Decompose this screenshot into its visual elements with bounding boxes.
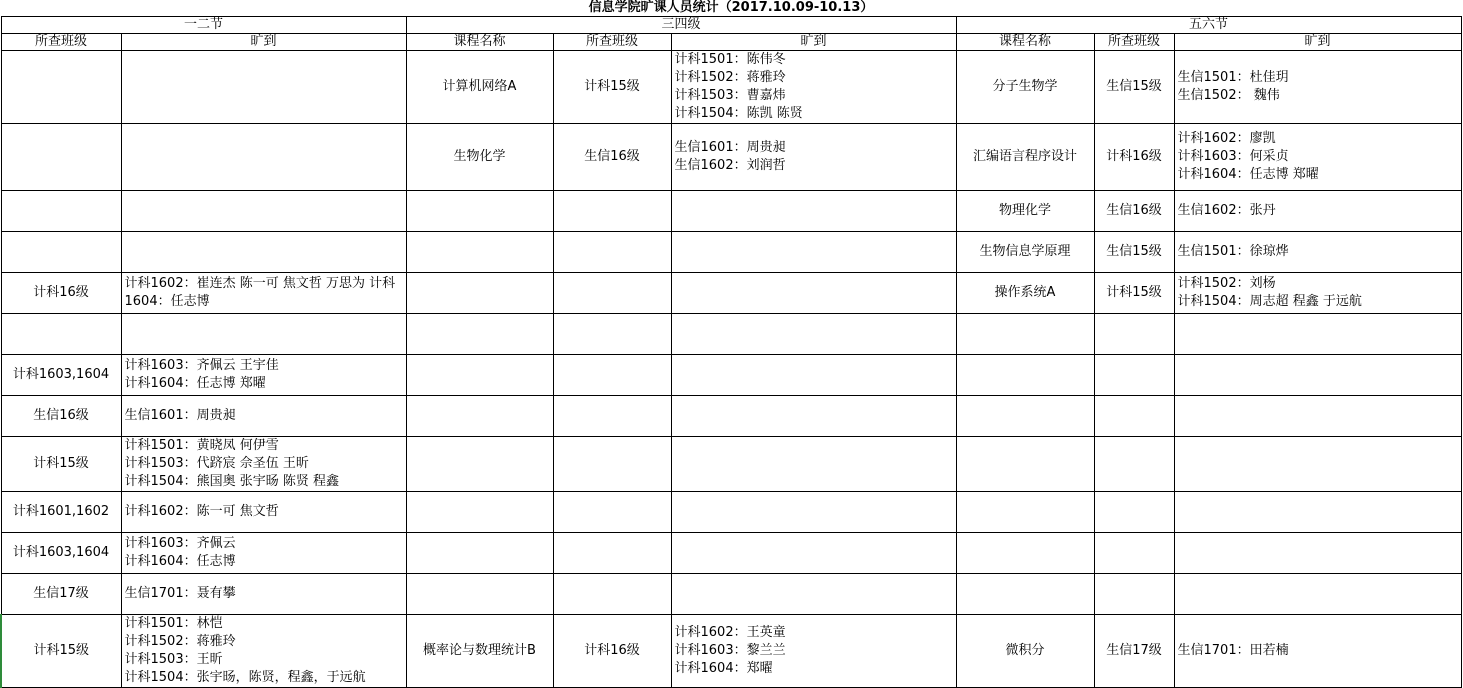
- cell-s12-class[interactable]: [1, 124, 121, 191]
- cell-s12-absent[interactable]: 计科1501：林恺 计科1502：蒋雅玲 计科1503：王昕 计科1504：张宇旸，陈贤，程鑫，于远航: [121, 615, 406, 688]
- cell-s34-class[interactable]: [553, 574, 671, 615]
- cell-s34-class[interactable]: [553, 492, 671, 533]
- cell-s34-course[interactable]: 概率论与数理统计B: [406, 615, 553, 688]
- cell-s12-absent[interactable]: 计科1603：齐佩云 计科1604：任志博: [121, 533, 406, 574]
- cell-s34-absent[interactable]: [671, 314, 956, 355]
- cell-s34-class[interactable]: [553, 191, 671, 232]
- cell-s56-absent[interactable]: 生信1501：徐琼烨: [1174, 232, 1461, 273]
- cell-s34-absent[interactable]: [671, 273, 956, 314]
- cell-s34-course[interactable]: [406, 533, 553, 574]
- cell-s12-class[interactable]: [1, 51, 121, 124]
- col-header-s34-class[interactable]: 所查班级: [553, 34, 671, 51]
- cell-s56-class[interactable]: 生信16级: [1094, 191, 1174, 232]
- cell-s12-class[interactable]: 计科15级: [1, 615, 121, 688]
- cell-s56-absent[interactable]: 生信1501：杜佳玥 生信1502： 魏伟: [1174, 51, 1461, 124]
- cell-s56-absent[interactable]: [1174, 533, 1461, 574]
- cell-s56-absent[interactable]: [1174, 355, 1461, 396]
- cell-s56-absent[interactable]: 计科1602：廖凯 计科1603：何采贞 计科1604：任志博 郑曜: [1174, 124, 1461, 191]
- cell-s56-class[interactable]: 生信17级: [1094, 615, 1174, 688]
- cell-s34-course[interactable]: [406, 191, 553, 232]
- cell-s56-absent[interactable]: [1174, 492, 1461, 533]
- cell-s56-course[interactable]: [956, 574, 1094, 615]
- cell-s12-class[interactable]: [1, 314, 121, 355]
- cell-s56-class[interactable]: [1094, 396, 1174, 437]
- cell-s34-course[interactable]: [406, 314, 553, 355]
- table-row: [1, 355, 1461, 396]
- table-row: [1, 314, 1461, 355]
- cell-s34-course[interactable]: [406, 492, 553, 533]
- cell-s34-course[interactable]: 计算机网络A: [406, 51, 553, 124]
- title-row: [1, 0, 1461, 17]
- cell-s56-class[interactable]: [1094, 492, 1174, 533]
- cell-s34-course[interactable]: [406, 437, 553, 492]
- cell-s12-absent[interactable]: 计科1603：齐佩云 王宇佳 计科1604：任志博 郑曜: [121, 355, 406, 396]
- section-header-row: [1, 17, 1461, 34]
- cell-s12-class[interactable]: 计科16级: [1, 273, 121, 314]
- cell-s12-class[interactable]: 生信17级: [1, 574, 121, 615]
- table-row: [1, 273, 1461, 314]
- col-header-s34-absent[interactable]: 旷到: [671, 34, 956, 51]
- cell-s34-absent[interactable]: 计科1501：陈伟冬 计科1502：蒋雅玲 计科1503：曹嘉炜 计科1504：陈凯 陈贤: [671, 51, 956, 124]
- cell-s56-course[interactable]: [956, 314, 1094, 355]
- cell-s56-absent[interactable]: [1174, 574, 1461, 615]
- cell-s56-class[interactable]: 计科15级: [1094, 273, 1174, 314]
- cell-s12-class[interactable]: 计科1601,1602: [1, 492, 121, 533]
- cell-s56-class[interactable]: 计科16级: [1094, 124, 1174, 191]
- cell-s12-absent[interactable]: 生信1701：聂有攀: [121, 574, 406, 615]
- cell-s56-class[interactable]: 生信15级: [1094, 51, 1174, 124]
- cell-s56-course[interactable]: 分子生物学: [956, 51, 1094, 124]
- cell-s12-absent[interactable]: 计科1602：陈一可 焦文哲: [121, 492, 406, 533]
- cell-s56-class[interactable]: [1094, 355, 1174, 396]
- cell-s12-class[interactable]: [1, 191, 121, 232]
- cell-s12-absent[interactable]: [121, 314, 406, 355]
- col-header-s12-class[interactable]: 所查班级: [1, 34, 121, 51]
- cell-s12-absent[interactable]: [121, 191, 406, 232]
- cell-s12-absent[interactable]: [121, 124, 406, 191]
- cell-s56-absent[interactable]: 计科1502：刘杨 计科1504：周志超 程鑫 于远航: [1174, 273, 1461, 314]
- cell-s12-class[interactable]: 计科1603,1604: [1, 533, 121, 574]
- cell-s34-class[interactable]: 计科16级: [553, 615, 671, 688]
- cell-s34-course[interactable]: [406, 574, 553, 615]
- table-row: [1, 51, 1461, 124]
- cell-s34-absent[interactable]: 生信1601：周贵昶 生信1602：刘润哲: [671, 124, 956, 191]
- cell-s56-course[interactable]: [956, 355, 1094, 396]
- cell-s56-course[interactable]: 生物信息学原理: [956, 232, 1094, 273]
- cell-s56-course[interactable]: 操作系统A: [956, 273, 1094, 314]
- table-row: [1, 533, 1461, 574]
- table-row: [1, 574, 1461, 615]
- cell-s34-class[interactable]: [553, 232, 671, 273]
- cell-s12-class[interactable]: 计科15级: [1, 437, 121, 492]
- cell-s56-class[interactable]: 生信15级: [1094, 232, 1174, 273]
- cell-s34-absent[interactable]: [671, 232, 956, 273]
- cell-s34-class[interactable]: [553, 437, 671, 492]
- cell-s34-class[interactable]: [553, 314, 671, 355]
- cell-s56-course[interactable]: [956, 492, 1094, 533]
- cell-s12-class[interactable]: 计科1603,1604: [1, 355, 121, 396]
- table-row: [1, 124, 1461, 191]
- cell-s34-absent[interactable]: [671, 492, 956, 533]
- cell-s12-class[interactable]: 生信16级: [1, 396, 121, 437]
- col-header-s56-absent[interactable]: 旷到: [1174, 34, 1461, 51]
- section-12[interactable]: 一二节: [1, 17, 406, 34]
- table-row: [1, 396, 1461, 437]
- cell-s56-course[interactable]: [956, 533, 1094, 574]
- col-header-s34-course[interactable]: 课程名称: [406, 34, 553, 51]
- cell-s56-absent[interactable]: [1174, 396, 1461, 437]
- cell-s12-absent[interactable]: [121, 232, 406, 273]
- cell-s34-absent[interactable]: [671, 355, 956, 396]
- col-header-s12-absent[interactable]: 旷到: [121, 34, 406, 51]
- table-row: [1, 191, 1461, 232]
- col-header-s56-course[interactable]: 课程名称: [956, 34, 1094, 51]
- cell-s56-class[interactable]: [1094, 437, 1174, 492]
- cell-s34-absent[interactable]: [671, 574, 956, 615]
- cell-s34-class[interactable]: [553, 355, 671, 396]
- cell-s34-absent[interactable]: [671, 191, 956, 232]
- cell-s34-absent[interactable]: [671, 396, 956, 437]
- cell-s56-class[interactable]: [1094, 314, 1174, 355]
- cell-s56-class[interactable]: [1094, 533, 1174, 574]
- cell-s34-absent[interactable]: [671, 533, 956, 574]
- cell-s56-course[interactable]: [956, 396, 1094, 437]
- section-56[interactable]: 五六节: [956, 17, 1461, 34]
- cell-s56-absent[interactable]: [1174, 437, 1461, 492]
- cell-s56-course[interactable]: 微积分: [956, 615, 1094, 688]
- cell-s12-class[interactable]: [1, 232, 121, 273]
- table-row: [1, 232, 1461, 273]
- cell-s34-absent[interactable]: [671, 437, 956, 492]
- column-header-row: [1, 34, 1461, 51]
- col-header-s56-class[interactable]: 所查班级: [1094, 34, 1174, 51]
- cell-s34-absent[interactable]: 计科1602：王英童 计科1603：黎兰兰 计科1604：郑曜: [671, 615, 956, 688]
- cell-s34-course[interactable]: [406, 355, 553, 396]
- table-row: [1, 437, 1461, 492]
- cell-s12-absent[interactable]: 生信1601：周贵昶: [121, 396, 406, 437]
- cell-s34-class[interactable]: [553, 273, 671, 314]
- cell-s12-absent[interactable]: 计科1501：黄晓凤 何伊雪 计科1503：代跻宸 佘圣伍 王昕 计科1504：熊国奥 张宇旸 陈贤 程鑫: [121, 437, 406, 492]
- cell-s34-class[interactable]: 计科15级: [553, 51, 671, 124]
- cell-s56-course[interactable]: 汇编语言程序设计: [956, 124, 1094, 191]
- cell-s56-course[interactable]: [956, 437, 1094, 492]
- cell-s56-absent[interactable]: 生信1602：张丹: [1174, 191, 1461, 232]
- cell-s56-course[interactable]: 物理化学: [956, 191, 1094, 232]
- cell-s34-course[interactable]: [406, 273, 553, 314]
- cell-s12-absent[interactable]: [121, 51, 406, 124]
- sheet-title[interactable]: 信息学院旷课人员统计（2017.10.09-10.13）: [1, 0, 1461, 17]
- cell-s34-course[interactable]: 生物化学: [406, 124, 553, 191]
- cell-s34-class[interactable]: 生信16级: [553, 124, 671, 191]
- cell-s34-class[interactable]: [553, 396, 671, 437]
- cell-s34-class[interactable]: [553, 533, 671, 574]
- section-34[interactable]: 三四级: [406, 17, 956, 34]
- cell-s56-absent[interactable]: [1174, 314, 1461, 355]
- table-row: [1, 492, 1461, 533]
- cell-s12-absent[interactable]: 计科1602：崔连杰 陈一可 焦文哲 万思为 计科1604：任志博: [121, 273, 406, 314]
- cell-s34-course[interactable]: [406, 396, 553, 437]
- cell-s34-course[interactable]: [406, 232, 553, 273]
- cell-s56-class[interactable]: [1094, 574, 1174, 615]
- cell-s56-absent[interactable]: 生信1701：田若楠: [1174, 615, 1461, 688]
